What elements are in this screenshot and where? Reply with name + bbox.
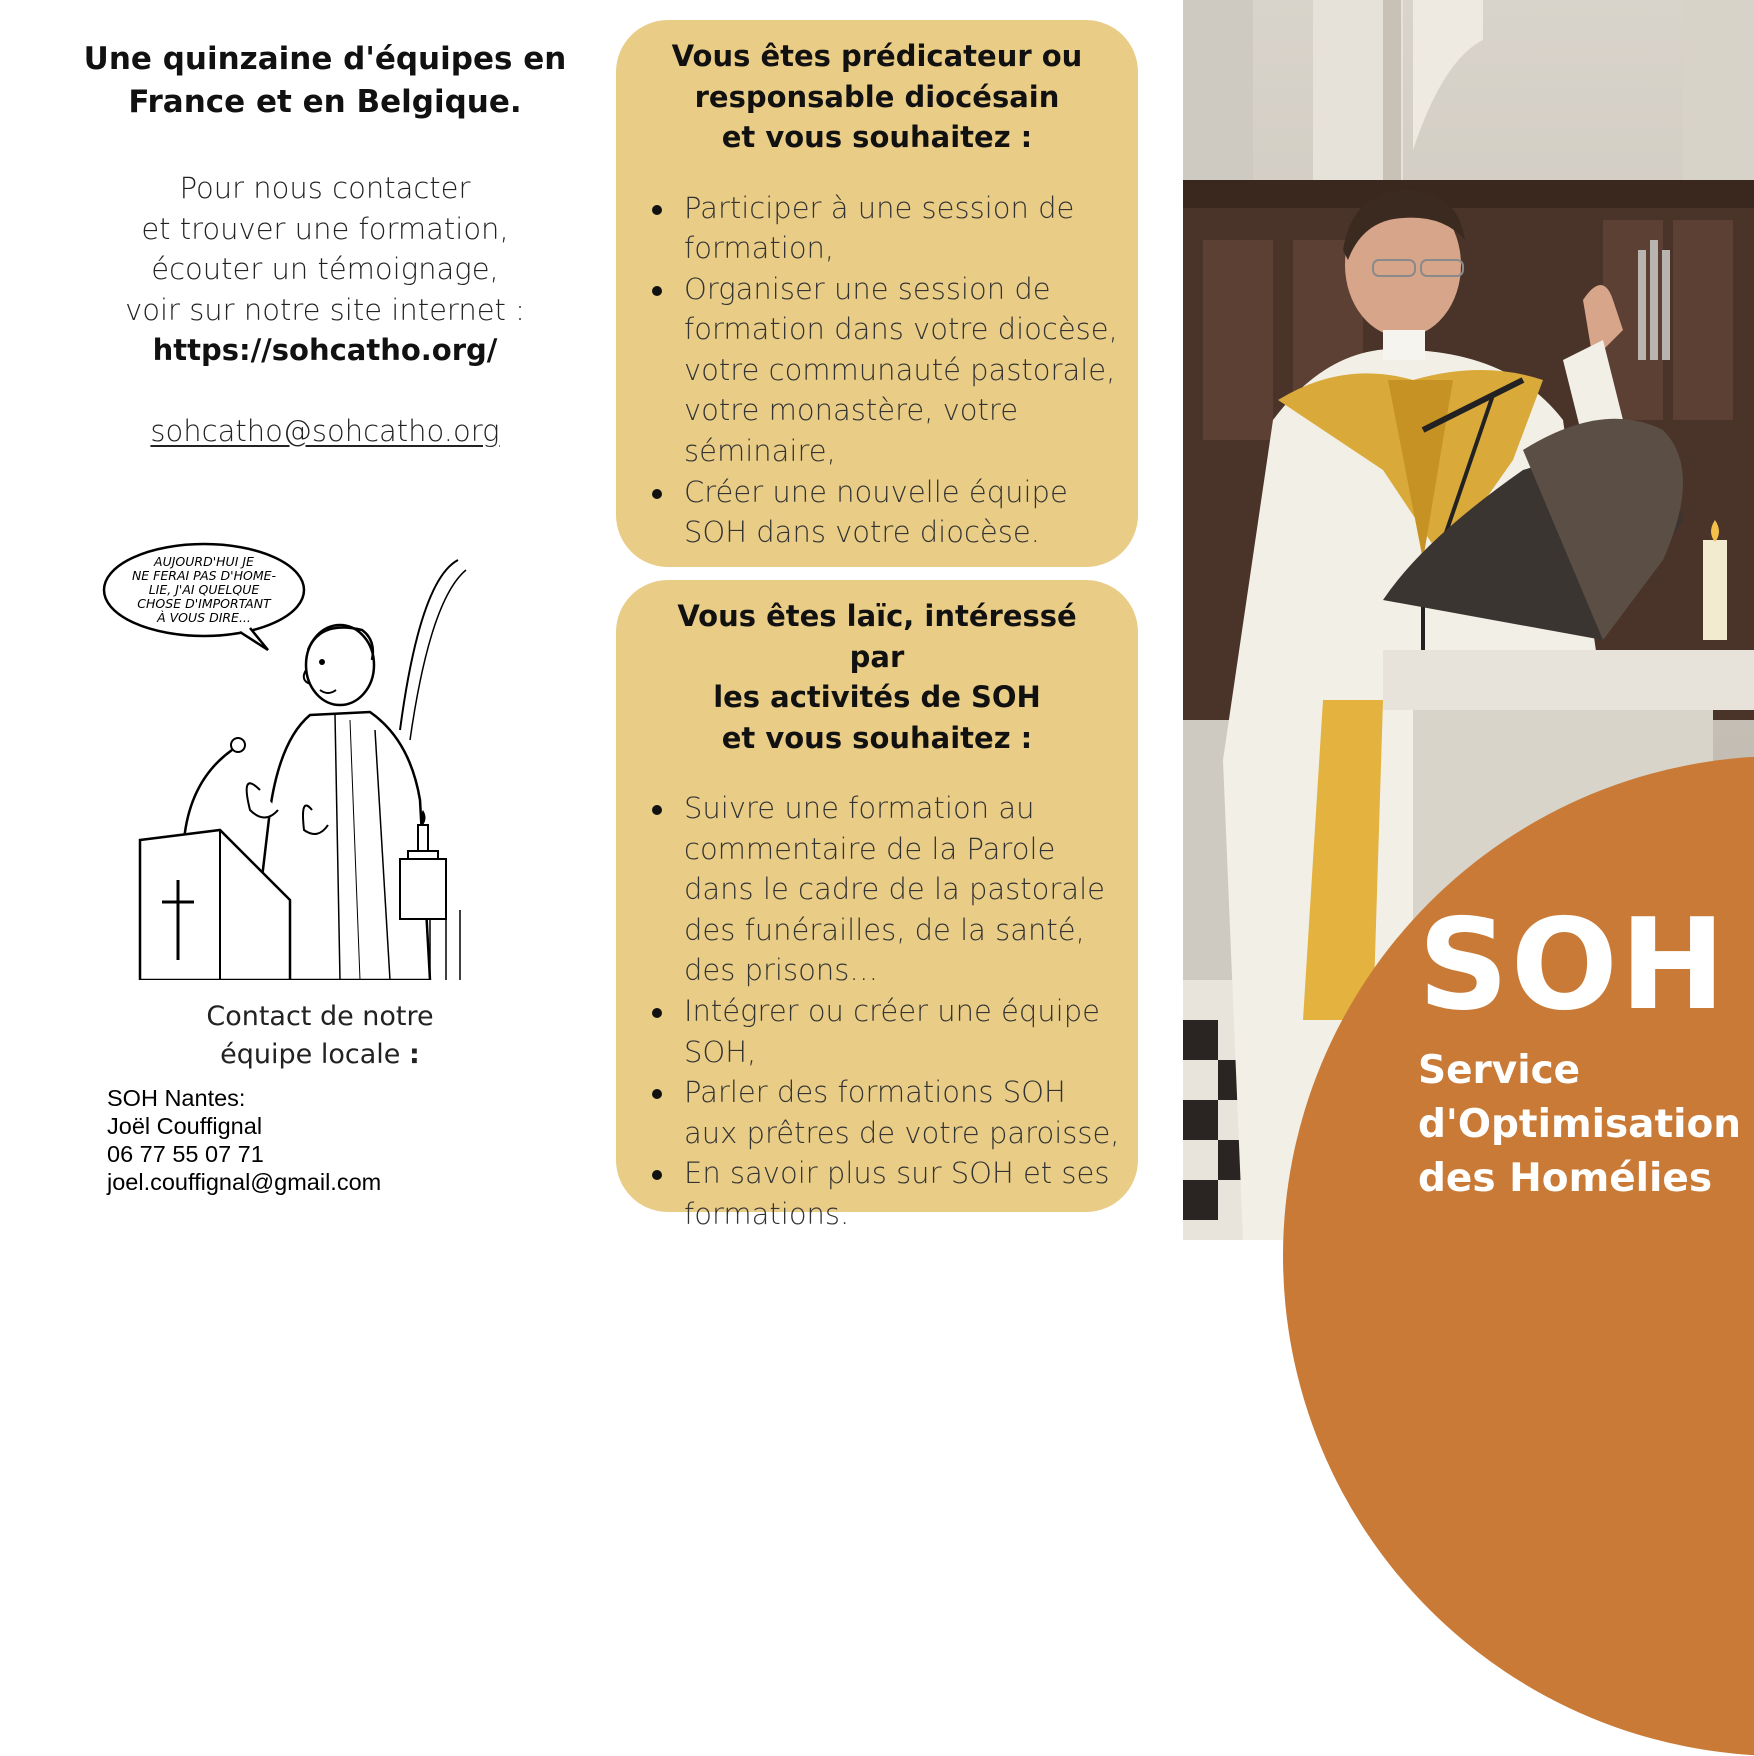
card-laity bbox=[616, 580, 1138, 1231]
headline bbox=[60, 38, 590, 124]
bubble-line: AUJOURD'HUI JE bbox=[154, 554, 254, 569]
card-title bbox=[616, 580, 1138, 758]
bubble-line: NE FERAI PAS D'HOME- bbox=[131, 568, 277, 583]
list-item: Organiser une session de formation dans votre diocèse, votre communauté pastorale, votre monastère, votre séminaire, bbox=[684, 269, 1138, 472]
list-item: Parler des formations SOH aux prêtres de votre paroisse, bbox=[684, 1072, 1138, 1153]
local-team-email[interactable]: joel.couffignal@gmail.com bbox=[107, 1169, 382, 1195]
local-team-person: Joël Couffignal bbox=[107, 1113, 263, 1139]
contact-block bbox=[60, 168, 590, 451]
contact-line: Pour nous contacter bbox=[179, 171, 471, 205]
brand-subtitle-line: d'Optimisation bbox=[1418, 1102, 1742, 1147]
card-list bbox=[616, 188, 1138, 553]
contact-line: et trouver une formation, bbox=[141, 211, 509, 246]
priest-cartoon-illustration bbox=[100, 540, 520, 980]
list-item: Suivre une formation au commentaire de la Parole dans le cadre de la pastorale des funérailles, de la santé, des prisons… bbox=[684, 788, 1138, 991]
local-contact-title bbox=[160, 998, 480, 1074]
list-item: Intégrer ou créer une équipe SOH, bbox=[684, 991, 1138, 1072]
card-title-line: responsable diocésain bbox=[694, 79, 1060, 114]
website-link[interactable]: https://sohcatho.org/ bbox=[152, 333, 498, 367]
brand-badge bbox=[1418, 890, 1748, 1206]
brand-subtitle bbox=[1418, 1044, 1748, 1206]
card-list bbox=[616, 788, 1138, 1235]
list-item: Participer à une session de formation, bbox=[684, 188, 1138, 269]
card-title-line: et vous souhaitez : bbox=[721, 720, 1033, 755]
brand-title: SOH bbox=[1418, 891, 1728, 1038]
local-title-line-2: équipe locale bbox=[220, 1039, 401, 1070]
card-title-line: les activités de SOH bbox=[713, 680, 1041, 714]
contact-line: écouter un témoignage, bbox=[151, 252, 499, 286]
local-title-line-1: Contact de notre bbox=[206, 1001, 434, 1032]
headline-line-2: France et en Belgique. bbox=[128, 84, 522, 120]
card-title bbox=[616, 20, 1138, 158]
list-item: En savoir plus sur SOH et ses formations. bbox=[684, 1153, 1138, 1234]
local-contact-info bbox=[107, 1084, 527, 1196]
local-title-colon: : bbox=[409, 1039, 420, 1070]
headline-line-1: Une quinzaine d'équipes en bbox=[83, 41, 567, 77]
bubble-line: LIE, J'AI QUELQUE bbox=[148, 582, 260, 597]
email-link[interactable]: sohcatho@sohcatho.org bbox=[150, 413, 500, 448]
card-title-line: et vous souhaitez : bbox=[721, 120, 1033, 154]
left-column bbox=[0, 0, 625, 1240]
card-title-line: Vous êtes laïc, intéressé par bbox=[677, 599, 1077, 674]
contact-line: voir sur notre site internet : bbox=[125, 292, 525, 327]
bubble-line: À VOUS DIRE... bbox=[157, 610, 251, 625]
card-preachers bbox=[616, 20, 1138, 567]
card-title-line: Vous êtes prédicateur ou bbox=[671, 39, 1083, 73]
bubble-line: CHOSE D'IMPORTANT bbox=[137, 596, 271, 611]
brand-subtitle-line: Service bbox=[1418, 1048, 1581, 1093]
local-team-phone[interactable]: 06 77 55 07 71 bbox=[107, 1141, 264, 1167]
local-team-name: SOH Nantes: bbox=[107, 1085, 246, 1111]
brand-subtitle-line: des Homélies bbox=[1418, 1156, 1713, 1201]
list-item: Créer une nouvelle équipe SOH dans votre diocèse. bbox=[684, 472, 1138, 553]
